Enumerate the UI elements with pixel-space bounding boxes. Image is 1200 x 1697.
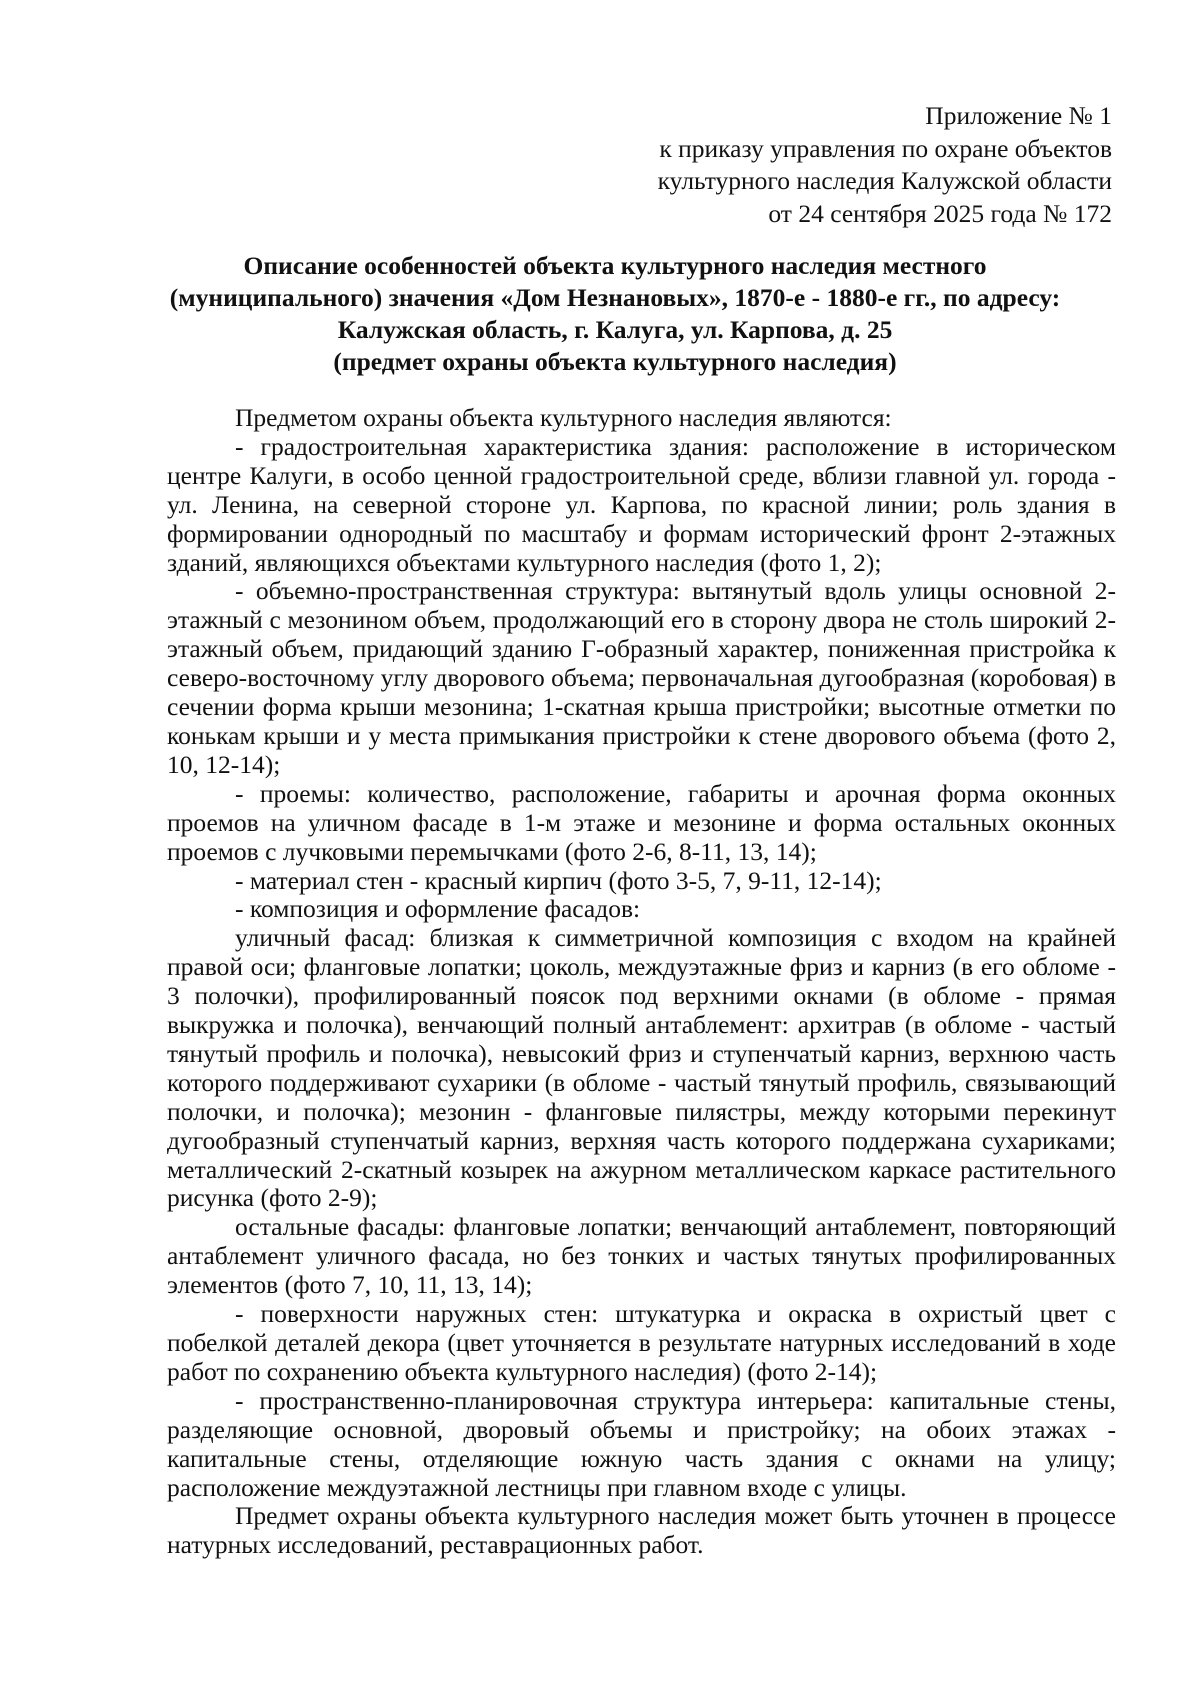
title-line-1: Описание особенностей объекта культурного наследия местного: [243, 251, 987, 280]
annex-authority-line: культурного наследия Калужской области: [657, 166, 1112, 195]
item-openings: - проемы: количество, расположение, габариты и арочная форма оконных проемов на уличном фасаде в 1-м этаже и мезонине и форма остальных оконных проемов с лучковыми перемычками (фото 2-6, 8-11, 13, 14);: [167, 778, 1116, 866]
annex-header: [658, 100, 1112, 230]
item-facade-composition: - композиция и оформление фасадов:: [235, 894, 641, 924]
item-wall-material: - материал стен - красный кирпич (фото 3-5, 7, 9-11, 12-14);: [235, 865, 882, 895]
title-line-3: Калужская область, г. Калуга, ул. Карпова, д. 25: [337, 315, 893, 344]
body-intro: Предметом охраны объекта культурного наследия являются:: [235, 403, 892, 432]
item-spatial-structure: - объемно-пространственная структура: вытянутый вдоль улицы основной 2-этажный с мезонином объем, продолжающий его в сторону двора не столь широкий 2-этажный объем, придающий зданию Г-образный характер, пониженная пристройка к северо-восточному углу дворового объема; первоначальная дугообразная (коробовая) в сечении форма крыши мезонина; 1-скатная крыша пристройки; высотные отметки по конькам крыши и у места примыкания пристройки к стене дворового объема (фото 2, 10, 12-14);: [167, 576, 1116, 779]
document-title: [150, 250, 1080, 378]
closing-note: Предмет охраны объекта культурного наследия может быть уточнен в процессе натурных исследований, реставрационных работ.: [167, 1501, 1116, 1560]
title-line-4: (предмет охраны объекта культурного наследия): [333, 347, 897, 376]
annex-number: Приложение № 1: [925, 101, 1112, 130]
item-street-facade: уличный фасад: близкая к симметричной композиция с входом на крайней правой оси; фланговые лопатки; цоколь, междуэтажные фриз и карниз (в его обломе - 3 полочки), профилированный поясок под верхними окнами (в обломе - прямая выкружка и полочка), венчающий полный антаблемент: архитрав (в обломе - частый тянутый профиль и полочка), невысокий фриз и ступенчатый карниз, верхнюю часть которого поддерживают сухарики (в обломе - частый тянутый профиль, связывающий полочки, и полочка); мезонин - фланговые пилястры, между которыми перекинут дугообразный ступенчатый карниз, верхняя часть которого поддержана сухариками; металлический 2-скатный козырек на ажурном металлическом каркасе растительного рисунка (фото 2-9);: [167, 923, 1116, 1213]
item-wall-surfaces: - поверхности наружных стен: штукатурка и окраска в охристый цвет с побелкой деталей декора (цвет уточняется в результате натурных исследований в ходе работ по сохранению объекта культурного наследия) (фото 2-14);: [167, 1299, 1116, 1386]
item-urban-planning: - градостроительная характеристика здания: расположение в историческом центре Калуги, в особо ценной градостроительной среде, вблизи главной ул. города - ул. Ленина, на северной стороне ул. Карпова, по красной линии; роль здания в формировании однородный по масштабу и формам исторический фронт 2-этажных зданий, являющихся объектами культурного наследия (фото 1, 2);: [167, 431, 1116, 577]
annex-date-line: от 24 сентября 2025 года № 172: [768, 198, 1112, 228]
item-other-facades: остальные фасады: фланговые лопатки; венчающий антаблемент, повторяющий антаблемент уличного фасада, но без тонких и частых тянутых профилированных элементов (фото 7, 10, 11, 13, 14);: [167, 1212, 1116, 1300]
annex-order-line: к приказу управления по охране объектов: [659, 133, 1112, 163]
document-body: [167, 404, 1116, 1560]
item-interior-structure: - пространственно-планировочная структура интерьера: капитальные стены, разделяющие основной, дворовый объемы и пристройку; на обоих этажах - капитальные стены, отделяющие южную часть здания с окнами на улицу; расположение междуэтажной лестницы при главном входе с улицы.: [167, 1385, 1116, 1502]
title-line-2: (муниципального) значения «Дом Незнановых», 1870-е - 1880-е гг., по адресу:: [169, 283, 1061, 312]
